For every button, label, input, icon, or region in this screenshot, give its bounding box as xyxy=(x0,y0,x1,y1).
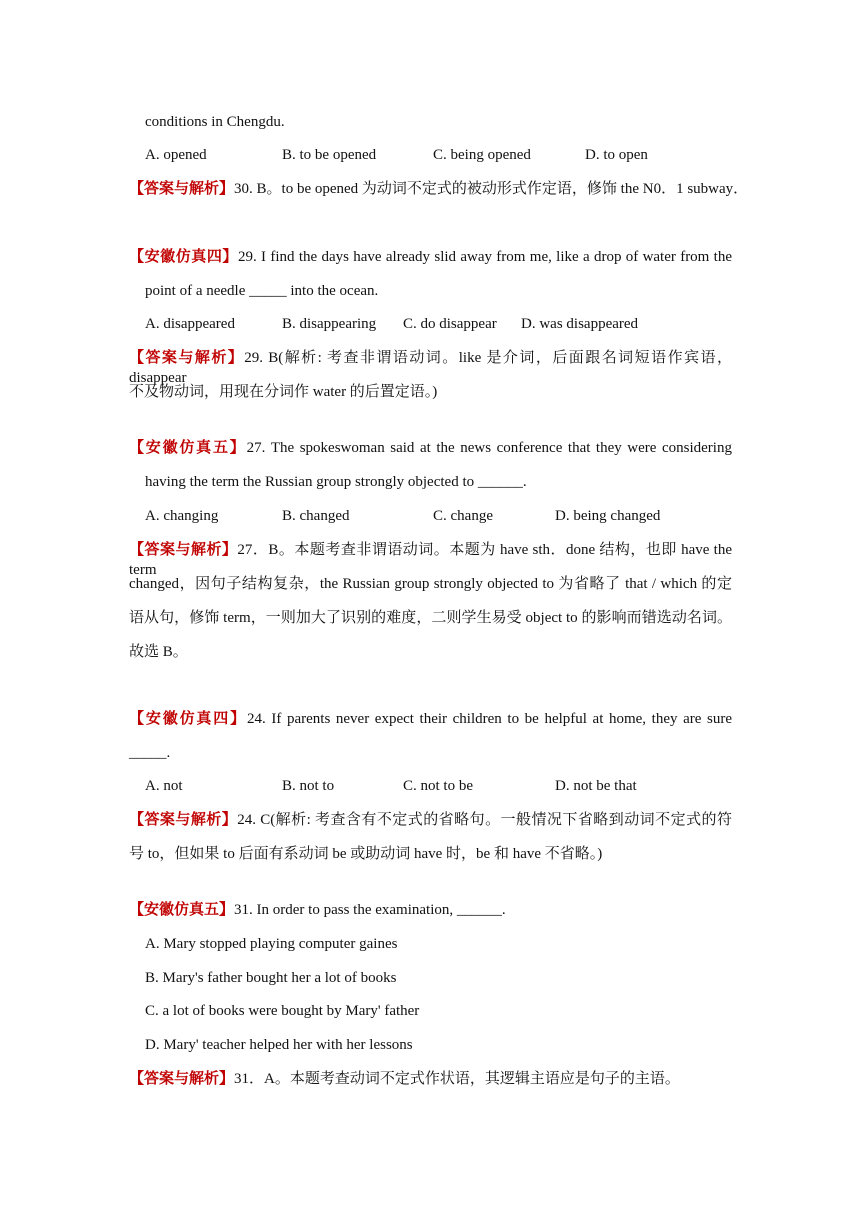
answer-text: 31．A。本题考查动词不定式作状语，其逻辑主语应是句子的主语。 xyxy=(234,1071,680,1087)
q31-option-b: B. Mary's father bought her a lot of books xyxy=(145,970,397,986)
q29-option-d: D. was disappeared xyxy=(521,316,639,332)
answer-text: 29. B(解析: 考查非谓语动词。like 是介词，后面跟名词短语作宾语，disappear xyxy=(129,350,732,386)
q24-answer-line2: 号 to，但如果 to 后面有系动词 be 或助动词 have 时，be 和 have 不省略。) xyxy=(129,846,603,862)
answer-tag: 【答案与解析】 xyxy=(129,350,245,366)
source-tag: 【安徽仿真五】 xyxy=(129,440,247,456)
q24-answer-line1 xyxy=(129,810,732,830)
q29-stem-line1 xyxy=(129,247,732,267)
q31-option-c: C. a lot of books were bought by Mary' father xyxy=(145,1003,420,1019)
q27-answer-line2: changed，因句子结构复杂，the Russian group strongly objected to 为省略了 that / which 的定 xyxy=(129,576,732,592)
q27-option-c: C. change xyxy=(433,508,493,524)
q31-option-d: D. Mary' teacher helped her with her lessons xyxy=(145,1037,413,1053)
q24-option-d: D. not be that xyxy=(555,778,637,794)
q27-answer-line4: 故选 B。 xyxy=(129,644,188,660)
q27-answer-line3: 语从句，修饰 term，一则加大了识别的难度，二则学生易受 object to 的影响而错选动名词。 xyxy=(129,610,732,626)
q31-stem-line1 xyxy=(129,900,506,920)
q24-option-b: B. not to xyxy=(282,778,335,794)
question-text: 24. If parents never expect their children to be helpful at home, they are sure xyxy=(247,711,732,727)
q30-answer xyxy=(129,179,748,199)
q27-stem-line1 xyxy=(129,438,732,458)
q27-option-a: A. changing xyxy=(145,508,219,524)
q27-stem-line2: having the term the Russian group strongly objected to ______. xyxy=(145,474,527,490)
question-text: 31. In order to pass the examination, ______. xyxy=(234,902,506,918)
q24-option-a: A. not xyxy=(145,778,183,794)
answer-tag: 【答案与解析】 xyxy=(129,542,238,558)
q29-option-a: A. disappeared xyxy=(145,316,235,332)
answer-tag: 【答案与解析】 xyxy=(129,812,238,828)
q27-option-d: D. being changed xyxy=(555,508,661,524)
q24-stem-line1 xyxy=(129,709,732,729)
q30-stem-line2: conditions in Chengdu. xyxy=(145,114,285,130)
answer-text: 27．B。本题考查非谓语动词。本题为 have sth．done 结构，也即 have the term xyxy=(129,542,732,578)
q29-option-c: C. do disappear xyxy=(403,316,497,332)
q30-option-b: B. to be opened xyxy=(282,147,377,163)
q30-option-a: A. opened xyxy=(145,147,207,163)
question-text: 29. I find the days have already slid away from me, like a drop of water from the xyxy=(237,249,732,265)
q30-option-c: C. being opened xyxy=(433,147,531,163)
q29-option-b: B. disappearing xyxy=(282,316,377,332)
q24-option-c: C. not to be xyxy=(403,778,473,794)
q24-stem-line2: _____. xyxy=(129,745,171,761)
source-tag: 【安徽仿真四】 xyxy=(129,249,238,265)
source-tag: 【安徽仿真五】 xyxy=(129,902,235,918)
answer-text: 24. C(解析: 考查含有不定式的省略句。一般情况下省略到动词不定式的符 xyxy=(237,812,732,828)
source-tag: 【安徽仿真四】 xyxy=(129,711,248,727)
q27-option-b: B. changed xyxy=(282,508,350,524)
q29-stem-line2: point of a needle _____ into the ocean. xyxy=(145,283,379,299)
answer-tag: 【答案与解析】 xyxy=(129,1071,235,1087)
question-text: 27. The spokeswoman said at the news conference that they were considering xyxy=(246,440,732,456)
q31-option-a: A. Mary stopped playing computer gaines xyxy=(145,936,398,952)
q29-answer-line2: 不及物动词，用现在分词作 water 的后置定语。) xyxy=(129,384,438,400)
answer-tag: 【答案与解析】 xyxy=(129,181,235,197)
q30-option-d: D. to open xyxy=(585,147,648,163)
q31-answer xyxy=(129,1069,680,1089)
answer-text: 30. B。to be opened 为动词不定式的被动形式作定语，修饰 the N0．1 subway． xyxy=(234,181,749,197)
